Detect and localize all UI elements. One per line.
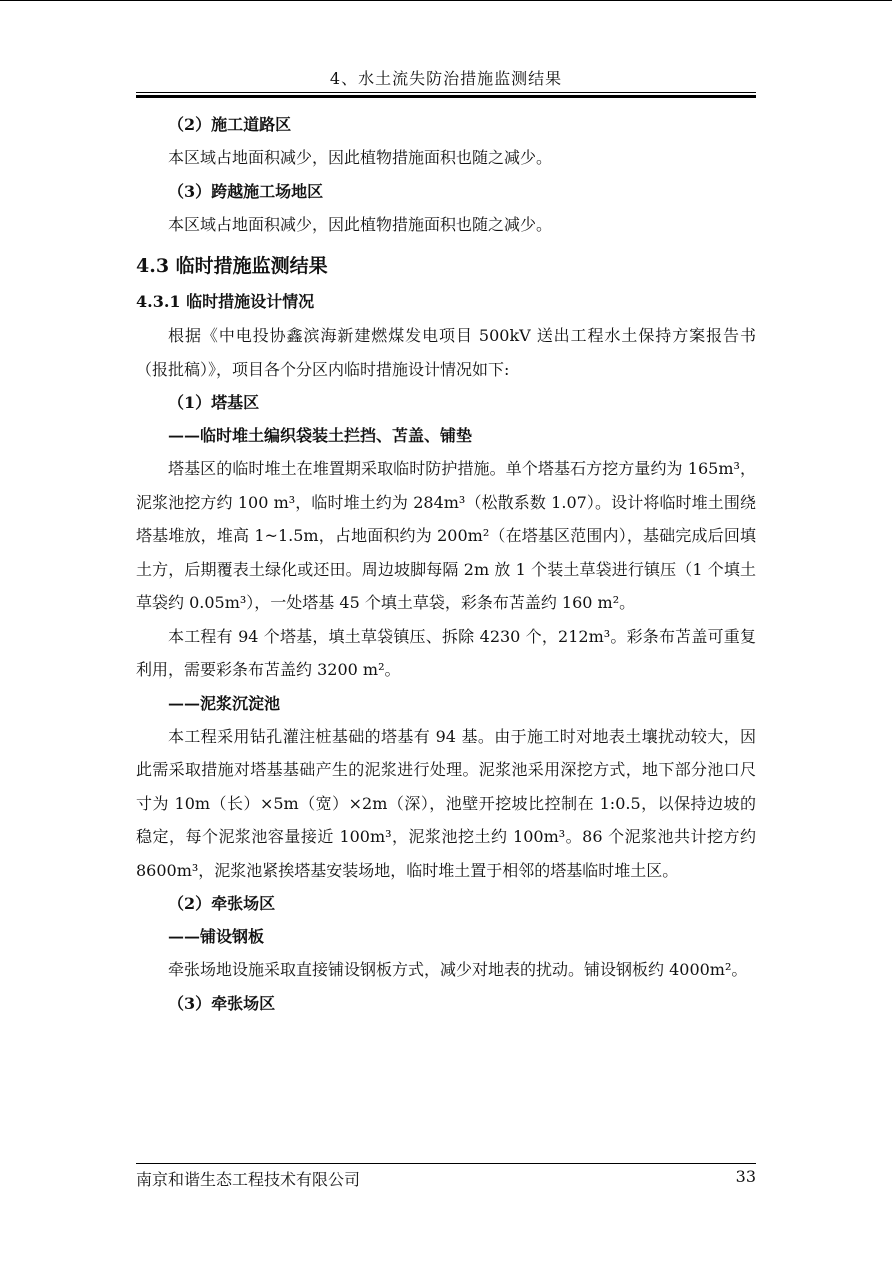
pull-paragraph: 牵张场地设施采取直接铺设钢板方式，减少对地表的扰动。铺设钢板约 4000m²。	[168, 960, 748, 979]
intro-paragraph: 根据《中电投协鑫滨海新建燃煤发电项目 500kV 送出工程水土保持方案报告书（报批稿）》，项目各个分区内临时措施设计情况如下:	[136, 326, 756, 379]
footer-company: 南京和谐生态工程技术有限公司	[136, 1170, 361, 1189]
section-cross-heading: （3）跨越施工场地区	[168, 181, 324, 201]
header-rule-thin	[136, 92, 756, 93]
pull-area-heading-2: （3）牵张场区	[168, 993, 276, 1013]
heading-4-3: 4.3 临时措施监测结果	[136, 255, 328, 277]
heading-4-3-1: 4.3.1 临时措施设计情况	[136, 292, 315, 311]
pull-area-heading: （2）牵张场区	[168, 894, 276, 913]
section-cross-text: 本区域占地面积减少，因此植物措施面积也随之减少。	[168, 214, 553, 234]
document-body	[136, 108, 756, 1020]
top-border	[0, 0, 892, 1]
footer-rule	[136, 1163, 756, 1164]
header-rule-thick	[136, 95, 756, 98]
section-road-heading: （2）施工道路区	[168, 115, 292, 134]
tower-paragraph-2: 本工程有 94 个塔基，填土草袋镇压、拆除 4230 个，212m³。彩条布苫盖可重复利用，需要彩条布苫盖约 3200 m²。	[136, 626, 756, 679]
tower-area-heading: （1）塔基区	[168, 393, 260, 412]
page-number: 33	[735, 1167, 756, 1186]
page-header-title: 4、水土流失防治措施监测结果	[329, 69, 563, 88]
tower-subheading-mud-pit: ——泥浆沉淀池	[168, 693, 281, 713]
section-road-text: 本区域占地面积减少，因此植物措施面积也随之减少。	[168, 148, 553, 167]
tower-paragraph-3: 本工程采用钻孔灌注桩基础的塔基有 94 基。由于施工时对地表土壤扰动较大，因此需采取措施对塔基基础产生的泥浆进行处理。泥浆池采用深挖方式，地下部分池口尺寸为 10m（长）×5m（宽）×2m（深），池壁开挖坡比控制在 1:0.5，以保持边坡的稳定，每个泥浆池容量接近 100m³，泥浆池挖土约 100m³。86 个泥浆池共计挖方约 8600m³，泥浆池紧挨塔基安装场地，临时堆土置于相邻的塔基临时堆土区。	[136, 726, 756, 880]
pull-subheading-steel: ——铺设钢板	[168, 927, 265, 946]
tower-subheading-stockpile: ——临时堆土编织袋装土拦挡、苫盖、铺垫	[168, 426, 473, 445]
tower-paragraph-1: 塔基区的临时堆土在堆置期采取临时防护措施。单个塔基石方挖方量约为 165m³，泥浆池挖方约 100 m³，临时堆土约为 284m³（松散系数 1.07）。设计将临时堆土围绕塔基堆放，堆高 1~1.5m，占地面积约为 200m²（在塔基区范围内），基础完成后回填土方，后期覆表土绿化或还田。周边坡脚每隔 2m 放 1 个装土草袋进行镇压（1 个填土草袋约 0.05m³），一处塔基 45 个填土草袋，彩条布苫盖约 160 m²。	[136, 459, 756, 612]
